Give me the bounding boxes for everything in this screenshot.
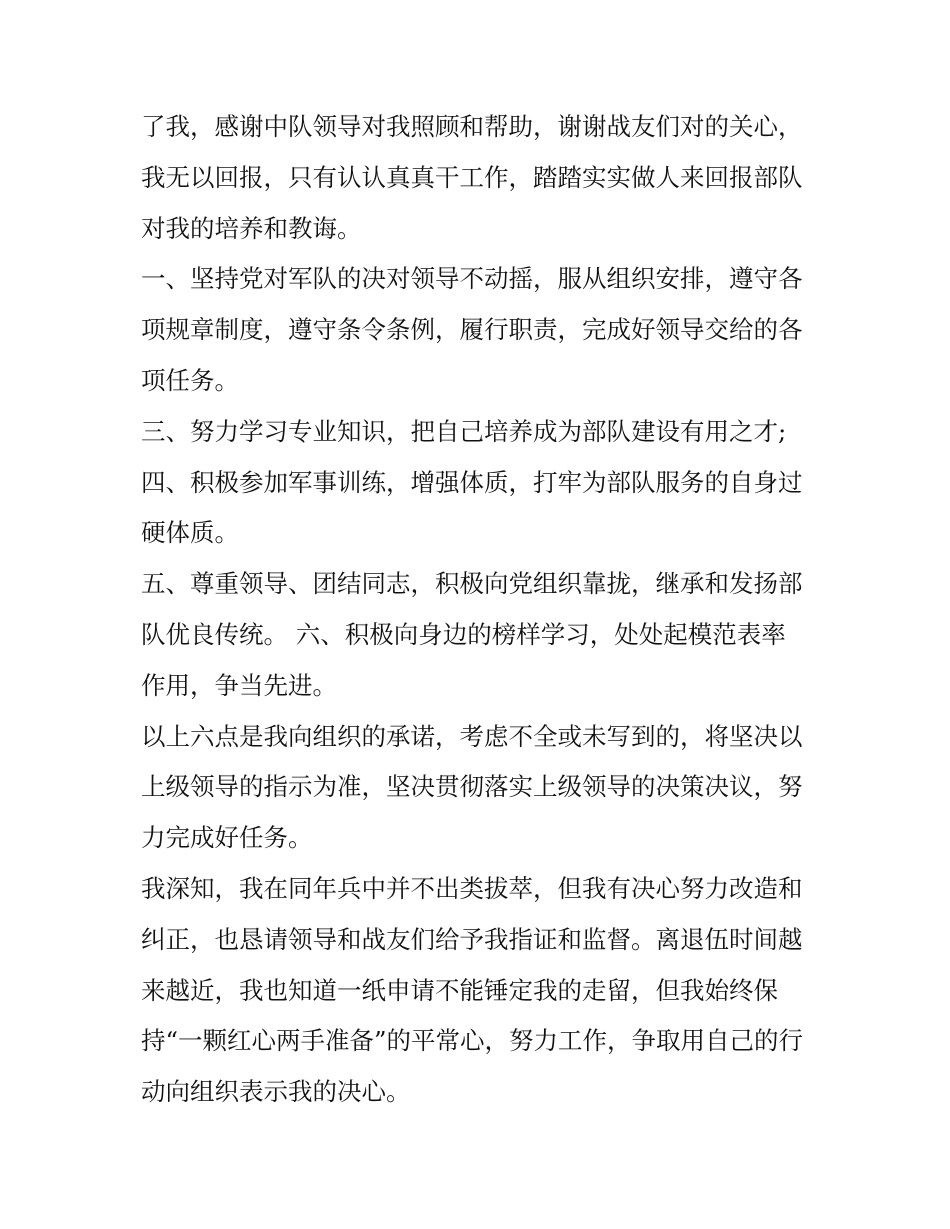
text-line: 作用，争当先进。 [141, 670, 337, 700]
text-line: 动向组织表示我的决心。 [141, 1077, 411, 1107]
text-line: 项任务。 [141, 365, 239, 395]
text-line: 项规章制度，遵守条令条例，履行职责，完成好领导交给的各 [141, 315, 803, 345]
text-line: 力完成好任务。 [141, 823, 313, 853]
text-line: 上级领导的指示为准，坚决贯彻落实上级领导的决策决议，努 [141, 772, 803, 802]
text-line: 三、努力学习专业知识，把自己培养成为部队建设有用之才; [141, 416, 787, 446]
text-line: 对我的培养和教诲。 [141, 213, 362, 243]
text-line: 我深知，我在同年兵中并不出类拔萃，但我有决心努力改造和 [141, 873, 803, 903]
document-body [141, 102, 821, 1118]
text-line: 一、坚持党对军队的决对领导不动摇，服从组织安排，遵守各 [141, 264, 803, 294]
text-line: 我无以回报，只有认认真真干工作，踏踏实实做人来回报部队 [141, 162, 803, 192]
text-line: 以上六点是我向组织的承诺，考虑不全或未写到的，将坚决以 [141, 721, 803, 751]
text-line: 持“一颗红心两手准备”的平常心，努力工作，争取用自己的行 [141, 1026, 804, 1056]
text-line: 纠正，也恳请领导和战友们给予我指证和监督。离退伍时间越 [141, 924, 803, 954]
text-line: 队优良传统。 六、积极向身边的榜样学习，处处起模范表率 [141, 619, 786, 649]
text-line: 了我，感谢中队领导对我照顾和帮助，谢谢战友们对的关心， [141, 112, 803, 141]
text-line: 来越近，我也知道一纸申请不能锤定我的走留，但我始终保 [141, 975, 778, 1005]
text-line: 五、尊重领导、团结同志，积极向党组织靠拢，继承和发扬部 [141, 569, 803, 599]
text-line: 硬体质。 [141, 518, 239, 548]
text-line: 四、积极参加军事训练，增强体质，打牢为部队服务的自身过 [141, 467, 803, 497]
